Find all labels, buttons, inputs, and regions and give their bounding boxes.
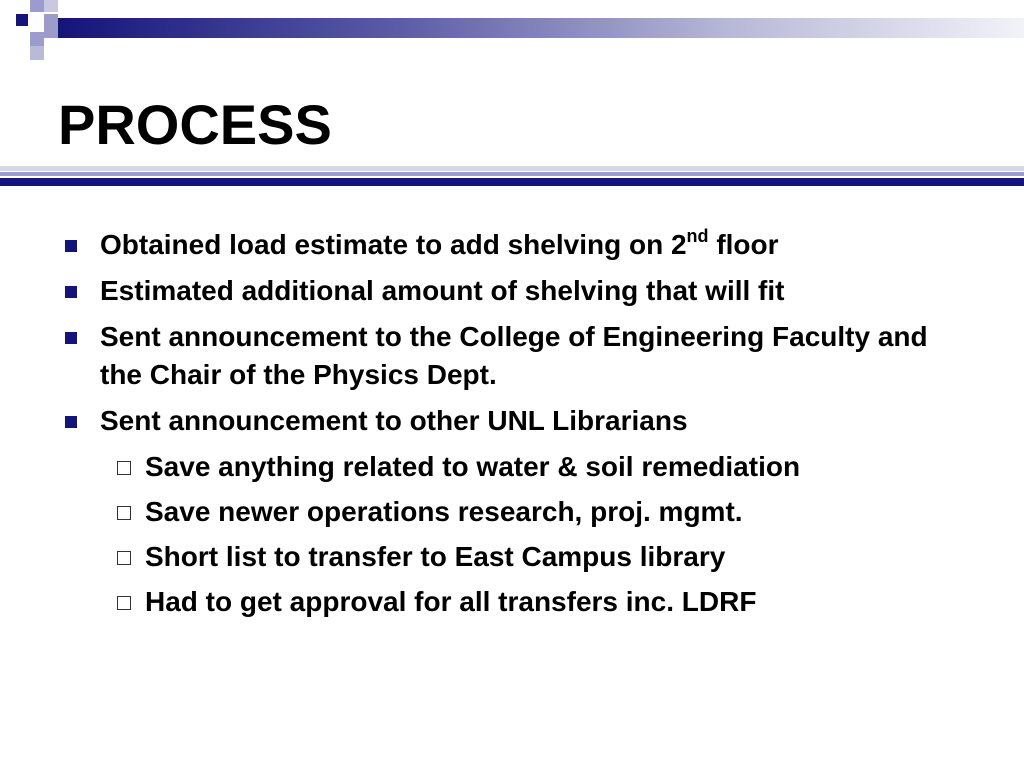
sub-list-item bbox=[0, 448, 1024, 486]
square-bullet-icon bbox=[65, 332, 77, 344]
deco-square bbox=[30, 0, 44, 12]
bullet-text: Obtained load estimate to add shelving on 2 bbox=[100, 229, 687, 260]
sub-list-item bbox=[0, 583, 1024, 621]
deco-square bbox=[44, 14, 58, 38]
bullet-text-suffix: floor bbox=[708, 229, 779, 260]
deco-square bbox=[16, 14, 28, 26]
list-item bbox=[0, 272, 1024, 310]
sub-bullet-text: Save newer operations research, proj. mgmt. bbox=[145, 496, 743, 527]
list-item bbox=[0, 402, 1024, 440]
bullet-text: Sent announcement to the College of Engineering Faculty and the Chair of the Physics Dept. bbox=[100, 321, 928, 390]
square-bullet-icon bbox=[65, 286, 77, 298]
deco-square bbox=[30, 32, 44, 46]
hollow-square-bullet-icon bbox=[117, 461, 131, 475]
superscript: nd bbox=[686, 225, 709, 246]
slide-title: PROCESS bbox=[58, 93, 332, 156]
sub-list-item bbox=[0, 538, 1024, 576]
list-item bbox=[0, 226, 1024, 264]
hollow-square-bullet-icon bbox=[117, 506, 131, 520]
sub-list-item bbox=[0, 493, 1024, 531]
bullet-text: Estimated additional amount of shelving that will fit bbox=[100, 275, 785, 306]
square-bullet-icon bbox=[65, 240, 77, 252]
square-bullet-icon bbox=[65, 416, 77, 428]
sub-bullet-text: Had to get approval for all transfers inc. LDRF bbox=[145, 586, 757, 617]
bullet-text: Sent announcement to other UNL Librarians bbox=[100, 405, 688, 436]
hollow-square-bullet-icon bbox=[117, 596, 131, 610]
hollow-square-bullet-icon bbox=[117, 551, 131, 565]
list-item bbox=[0, 318, 930, 394]
sub-bullet-text: Short list to transfer to East Campus library bbox=[145, 541, 726, 572]
header-gradient-bar bbox=[58, 18, 1024, 38]
sub-bullet-text: Save anything related to water & soil remediation bbox=[145, 451, 801, 482]
bullet-list bbox=[0, 226, 1024, 628]
deco-square bbox=[30, 46, 44, 60]
deco-square bbox=[44, 0, 58, 12]
